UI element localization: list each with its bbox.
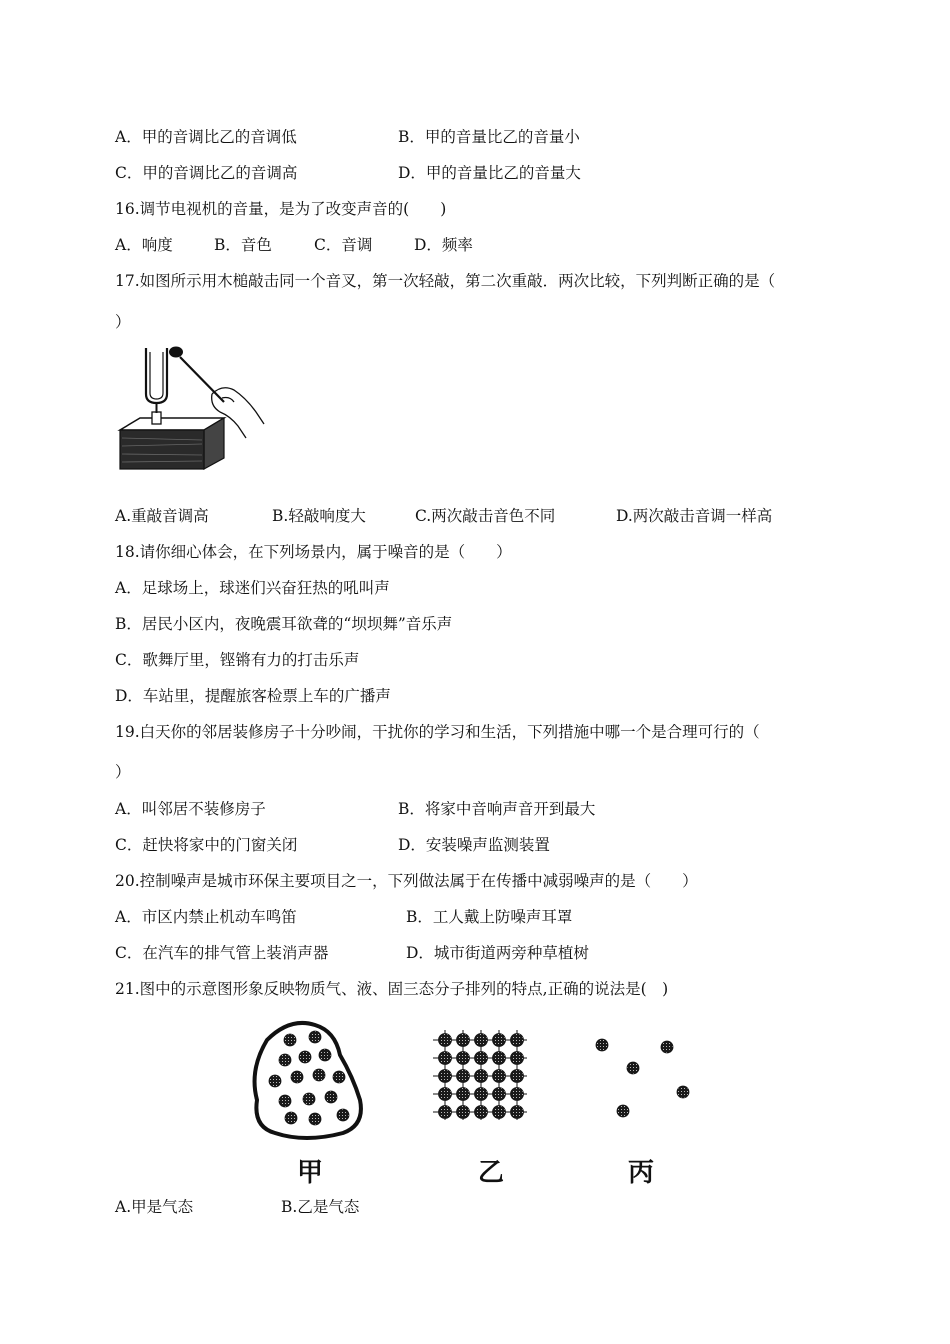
q18-stem: 18.请你细心体会，在下列场景内，属于噪音的是（ ） [115, 543, 512, 561]
q17-option-b: B.轻敲响度大 [272, 507, 366, 525]
q19-option-c: C．赶快将家中的门窗关闭 [115, 836, 298, 854]
q17-option-a: A.重敲音调高 [115, 507, 209, 525]
fork-stem-base [152, 412, 161, 424]
block-front [120, 430, 204, 469]
tuning-fork-figure [112, 342, 267, 472]
q19-option-a: A．叫邻居不装修房子 [115, 800, 266, 818]
q15-option-a: A．甲的音调比乙的音调低 [115, 128, 297, 146]
q21-stem: 21.图中的示意图形象反映物质气、液、固三态分子排列的特点,正确的说法是( ) [115, 980, 669, 998]
fork-tines [146, 348, 167, 403]
q15-option-d: D．甲的音量比乙的音量大 [398, 164, 581, 182]
mallet-handle [180, 357, 224, 402]
q16-option-d: D．频率 [414, 236, 473, 254]
label-bing: 丙 [628, 1158, 655, 1188]
q15-option-c: C．甲的音调比乙的音调高 [115, 164, 298, 182]
solid-particles [439, 1034, 524, 1119]
gas-particles [596, 1039, 689, 1117]
q18-option-b: B．居民小区内，夜晚震耳欲聋的“坝坝舞”音乐声 [115, 615, 453, 633]
q17-stem: 17.如图所示用木槌敲击同一个音叉，第一次轻敲，第二次重敲．两次比较，下列判断正确的是（ [115, 272, 776, 290]
q20-option-d: D．城市街道两旁种草植树 [406, 944, 589, 962]
q15-option-b: B．甲的音量比乙的音量小 [398, 128, 580, 146]
q19-option-d: D．安装噪声监测装置 [398, 836, 550, 854]
q20-option-c: C．在汽车的排气管上装消声器 [115, 944, 329, 962]
q16-option-c: C．音调 [314, 236, 373, 254]
q17-stem-end: ） [115, 313, 131, 331]
q20-stem: 20.控制噪声是城市环保主要项目之一，下列做法属于在传播中减弱噪声的是（ ） [115, 872, 698, 890]
q20-option-a: A．市区内禁止机动车鸣笛 [115, 908, 297, 926]
q17-option-c: C.两次敲击音色不同 [415, 507, 556, 525]
q18-option-c: C．歌舞厅里，铿锵有力的打击乐声 [115, 651, 360, 669]
q21-option-b: B.乙是气态 [281, 1198, 360, 1216]
q21-option-a: A.甲是气态 [115, 1198, 194, 1216]
q20-option-b: B．工人戴上防噪声耳罩 [406, 908, 573, 926]
label-yi: 乙 [478, 1158, 505, 1188]
q18-option-d: D．车站里，提醒旅客检票上车的广播声 [115, 687, 391, 705]
q16-option-b: B．音色 [214, 236, 272, 254]
label-jia: 甲 [297, 1158, 324, 1188]
q19-option-b: B．将家中音响声音开到最大 [398, 800, 596, 818]
states-of-matter-figure [245, 1015, 705, 1150]
q16-stem: 16.调节电视机的音量，是为了改变声音的( ) [115, 200, 447, 218]
q16-option-a: A．响度 [115, 236, 173, 254]
q17-option-d: D.两次敲击音调一样高 [616, 507, 773, 525]
q18-option-a: A．足球场上，球迷们兴奋狂热的吼叫声 [115, 579, 390, 597]
mallet-head [169, 347, 183, 358]
q19-stem-end: ） [115, 763, 131, 781]
q19-stem: 19.白天你的邻居装修房子十分吵闹，干扰你的学习和生活，下列措施中哪一个是合理可行的（ [115, 723, 760, 741]
